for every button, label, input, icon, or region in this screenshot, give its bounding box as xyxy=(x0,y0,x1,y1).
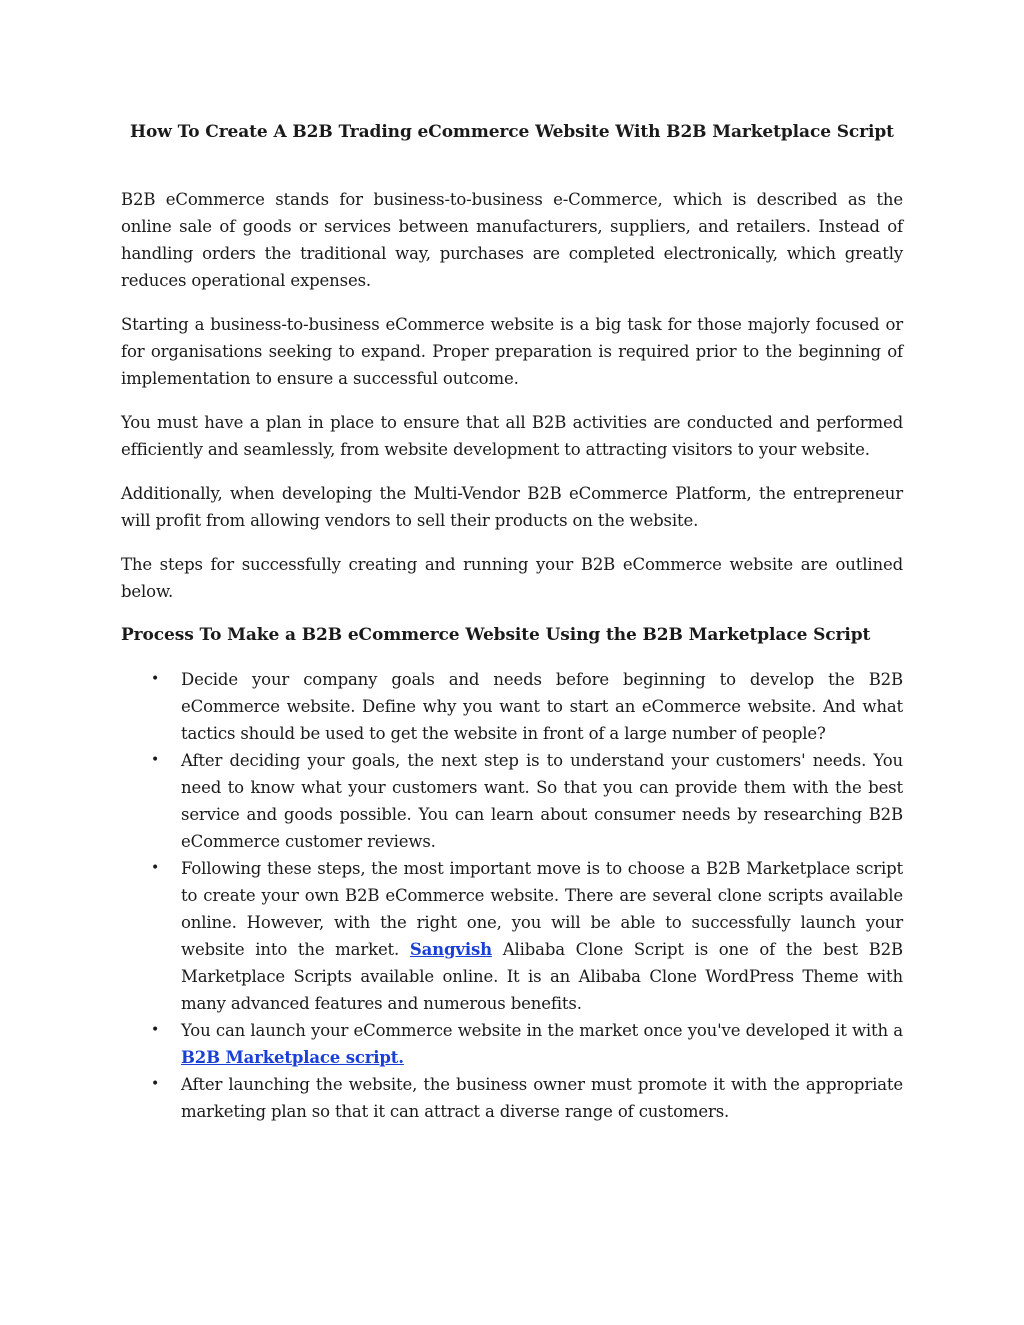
step-text: After deciding your goals, the next step is to understand your customers' needs. You need to know what your customers want. So that you can provide them with the best service and goods possible. You can learn about consumer needs by researching B2B eCommerce customer reviews. xyxy=(181,751,903,851)
document-page xyxy=(121,118,903,1125)
list-item xyxy=(121,1017,903,1071)
list-item xyxy=(121,855,903,1017)
step-text-after-link: Alibaba Clone Script is one of the best B2B Marketplace Scripts available online. It is an Alibaba Clone WordPress Theme with many advanced features and numerous benefits. xyxy=(181,940,903,1013)
bullet-icon: • xyxy=(151,860,160,876)
step-text: After launching the website, the business owner must promote it with the appropriate marketing plan so that it can attract a diverse range of customers. xyxy=(181,1075,903,1121)
paragraph-steps-intro: The steps for successfully creating and running your B2B eCommerce website are outlined below. xyxy=(121,555,903,601)
list-item xyxy=(121,1071,903,1125)
step-text-before-link: Following these steps, the most important move is to choose a B2B Marketplace script to create your own B2B eCommerce website. There are several clone scripts available online. However, with the right one, you will be able to successfully launch your website into the market. xyxy=(181,859,903,959)
section-heading: Process To Make a B2B eCommerce Website Using the B2B Marketplace Script xyxy=(121,625,871,645)
step-text-before-link: You can launch your eCommerce website in the market once you've developed it with a xyxy=(181,1021,903,1040)
bullet-icon: • xyxy=(151,752,160,768)
bullet-icon: • xyxy=(151,671,160,687)
paragraph-multivendor: Additionally, when developing the Multi-Vendor B2B eCommerce Platform, the entrepreneur will profit from allowing vendors to sell their products on the website. xyxy=(121,484,903,530)
bullet-icon: • xyxy=(151,1022,160,1038)
b2b-marketplace-script-link[interactable]: B2B Marketplace script. xyxy=(181,1048,404,1067)
list-item xyxy=(121,747,903,855)
paragraph-plan: You must have a plan in place to ensure that all B2B activities are conducted and performed efficiently and seamlessly, from website development to attracting visitors to your website. xyxy=(121,413,903,459)
step-text: Decide your company goals and needs before beginning to develop the B2B eCommerce website. Define why you want to start an eCommerce website. And what tactics should be used to get the website in front of a large number of people? xyxy=(181,670,903,743)
list-item xyxy=(121,666,903,747)
document-title: How To Create A B2B Trading eCommerce Website With B2B Marketplace Script xyxy=(130,122,894,142)
intro-paragraph: B2B eCommerce stands for business-to-business e-Commerce, which is described as the online sale of goods or services between manufacturers, suppliers, and retailers. Instead of handling orders the traditional way, purchases are completed electronically, which greatly reduces operational expenses. xyxy=(121,190,903,290)
bullet-icon: • xyxy=(151,1076,160,1092)
sangvish-link[interactable]: Sangvish xyxy=(409,940,492,959)
steps-list xyxy=(121,666,903,1125)
paragraph-starting: Starting a business-to-business eCommerce website is a big task for those majorly focused or for organisations seeking to expand. Proper preparation is required prior to the beginning of implementation to ensure a successful outcome. xyxy=(121,315,903,388)
